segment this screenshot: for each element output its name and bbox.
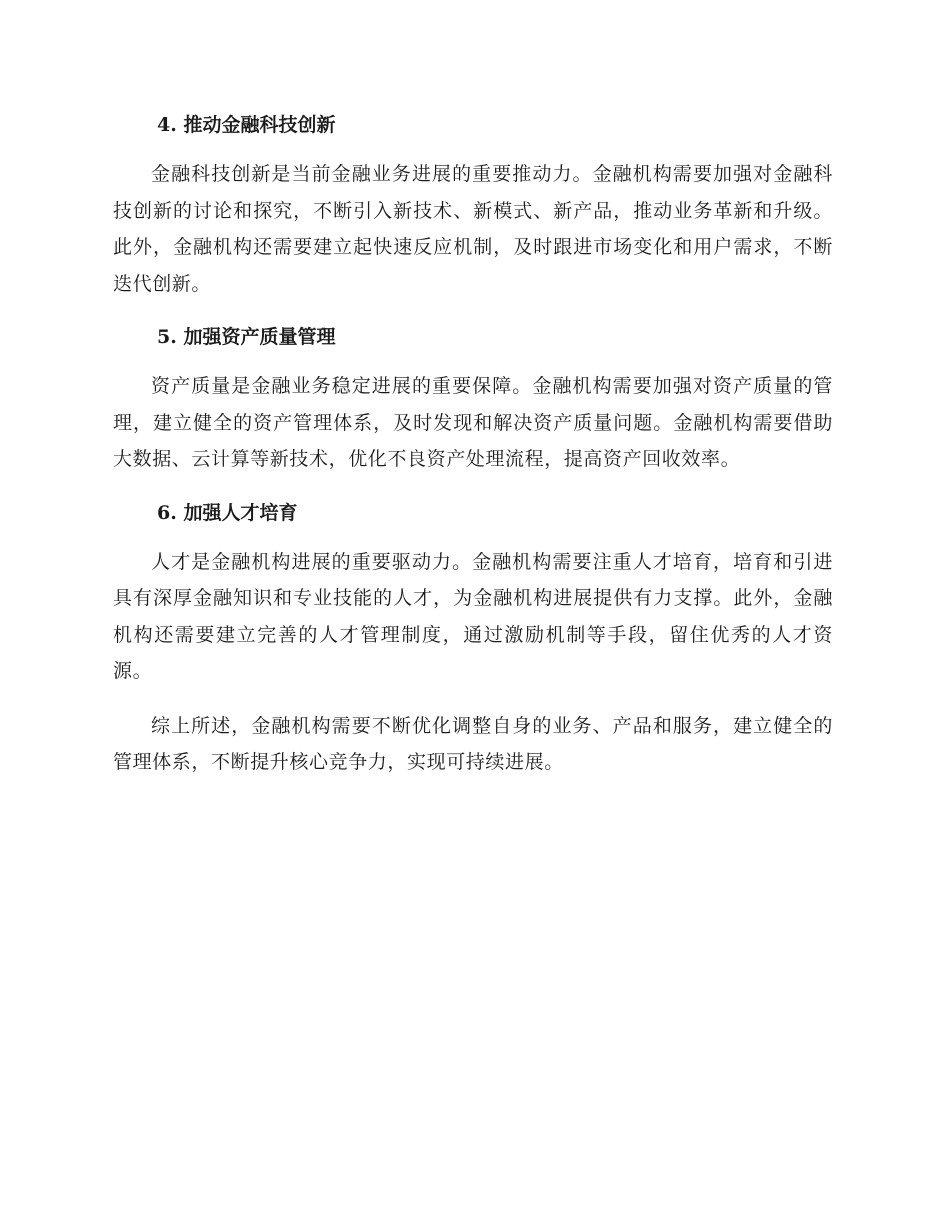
section-body-6: 人才是金融机构进展的重要驱动力。金融机构需要注重人才培育，培育和引进具有深厚金融知识和专业技能的人才，为金融机构进展提供有力支撑。此外，金融机构还需要建立完善的人才管理制度，通过激励机制等手段，留住优秀的人才资源。 (113, 550, 833, 682)
section-body-5: 资产质量是金融业务稳定进展的重要保障。金融机构需要加强对资产质量的管理，建立健全的资产管理体系，及时发现和解决资产质量问题。金融机构需要借助大数据、云计算等新技术，优化不良资产处理流程，提高资产回收效率。 (113, 375, 833, 470)
section-body-4: 金融科技创新是当前金融业务进展的重要推动力。金融机构需要加强对金融科技创新的讨论和探究，不断引入新技术、新模式、新产品，推动业务革新和升级。此外，金融机构还需要建立起快速反应机制，及时跟进市场变化和用户需求，不断迭代创新。 (113, 163, 833, 295)
document-body (113, 108, 833, 799)
conclusion-paragraph: 综上所述，金融机构需要不断优化调整自身的业务、产品和服务，建立健全的管理体系，不断提升核心竞争力，实现可持续进展。 (113, 714, 833, 773)
section-heading-4: 4. 推动金融科技创新 (157, 114, 336, 136)
section-heading-6: 6. 加强人才培育 (157, 501, 298, 524)
section-heading-5: 5. 加强资产质量管理 (157, 326, 336, 348)
